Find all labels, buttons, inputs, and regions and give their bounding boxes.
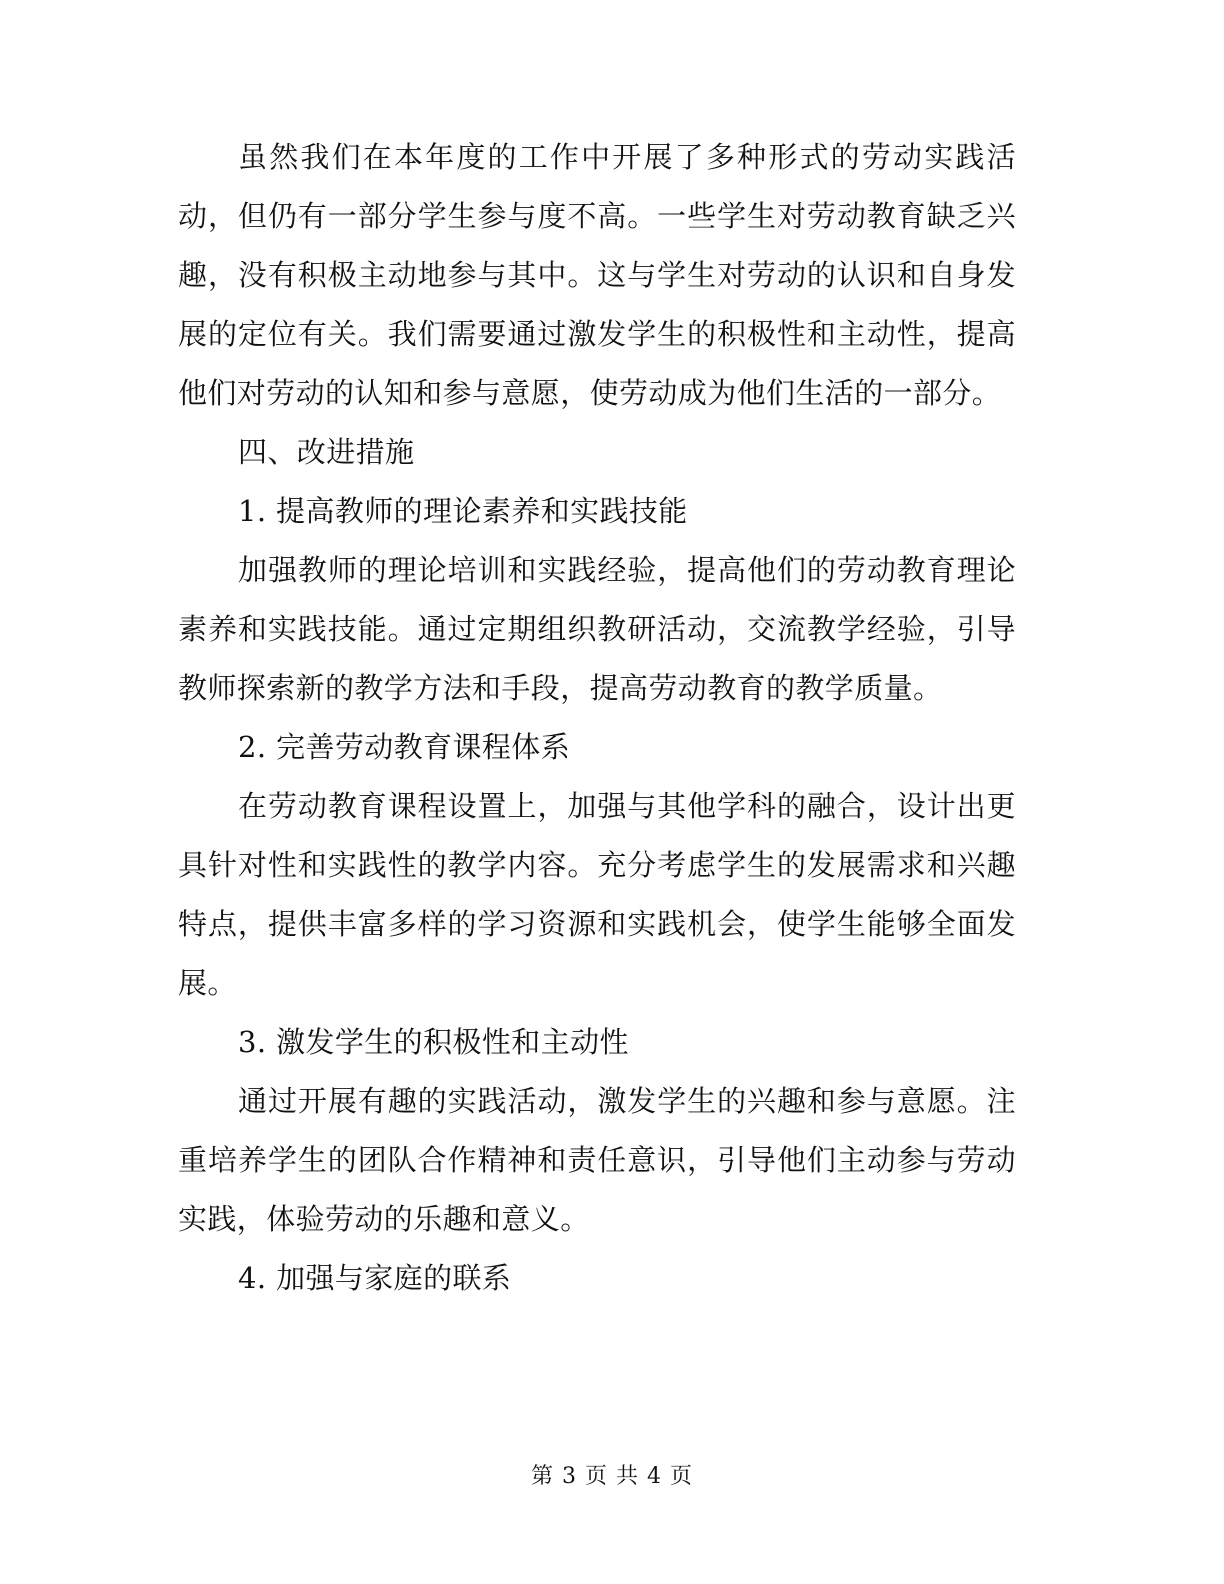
body-paragraph: 通过开展有趣的实践活动，激发学生的兴趣和参与意愿。注重培养学生的团队合作精神和责任意识，引导他们主动参与劳动实践，体验劳动的乐趣和意义。 bbox=[178, 1084, 1016, 1236]
subsection-heading: 4. 加强与家庭的联系 bbox=[238, 1261, 512, 1295]
body-paragraph: 在劳动教育课程设置上，加强与其他学科的融合，设计出更具针对性和实践性的教学内容。充分考虑学生的发展需求和兴趣特点，提供丰富多样的学习资源和实践机会，使学生能够全面发展。 bbox=[178, 789, 1016, 1000]
subsection-heading: 2. 完善劳动教育课程体系 bbox=[238, 730, 571, 764]
page-number-footer: 第 3 页 共 4 页 bbox=[531, 1464, 693, 1489]
section-heading: 四、改进措施 bbox=[238, 435, 415, 469]
body-paragraph: 加强教师的理论培训和实践经验，提高他们的劳动教育理论素养和实践技能。通过定期组织教研活动，交流教学经验，引导教师探索新的教学方法和手段，提高劳动教育的教学质量。 bbox=[178, 553, 1016, 705]
document-body bbox=[178, 128, 1016, 1308]
body-paragraph: 虽然我们在本年度的工作中开展了多种形式的劳动实践活动，但仍有一部分学生参与度不高。一些学生对劳动教育缺乏兴趣，没有积极主动地参与其中。这与学生对劳动的认识和自身发展的定位有关。我们需要通过激发学生的积极性和主动性，提高他们对劳动的认知和参与意愿，使劳动成为他们生活的一部分。 bbox=[178, 140, 1016, 410]
subsection-heading: 3. 激发学生的积极性和主动性 bbox=[238, 1025, 629, 1059]
subsection-heading: 1. 提高教师的理论素养和实践技能 bbox=[238, 494, 688, 528]
